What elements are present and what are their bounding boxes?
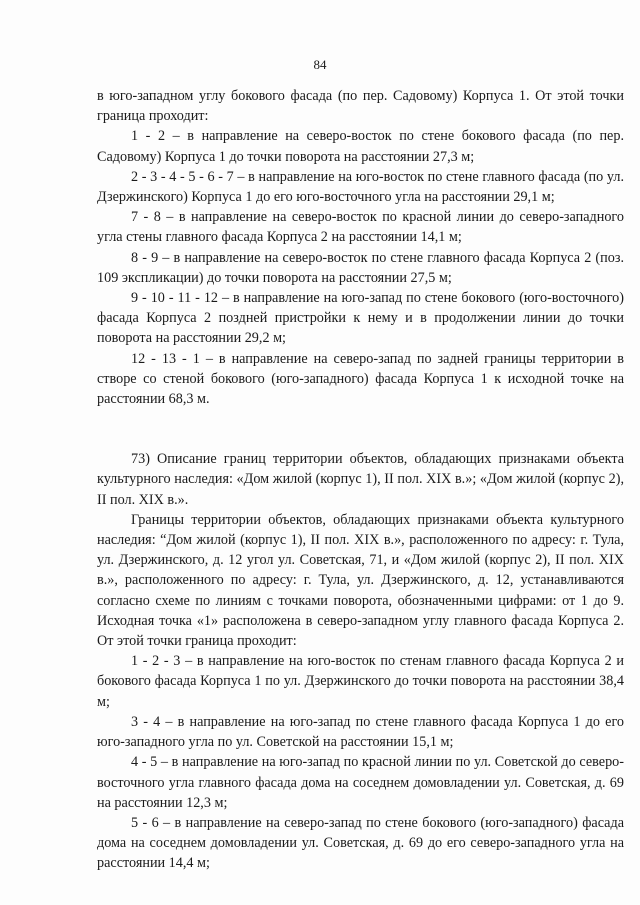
paragraph: 7 - 8 – в направление на северо-восток по красной линии до северо-западного угла стены главного фасада Корпуса 2 на расстоянии 14,1 м;: [97, 209, 624, 246]
paragraph: 9 - 10 - 11 - 12 – в направление на юго-запад по стене бокового (юго-восточного) фасада Корпуса 2 поздней пристройки к нему и в продолжении линии до точки поворота на расстоянии 29,2 м;: [97, 290, 624, 347]
paragraph: Границы территории объектов, обладающих признаками объекта культурного наследия: “Дом жилой (корпус 1), II пол. XIX в.», расположенного по адресу: г. Тула, ул. Дзержинского, д. 12 угол ул. Советская, 71, и «Дом жилой (корпус 2), II пол. XIX в.», расположенного по адресу: г. Тула, ул. Дзержинского, д. 12, устанавливаются согласно схеме по линиям с точками поворота, обозначенными цифрами: от 1 до 9. Исходная точка «1» расположена в северо-западном углу главного фасада Корпуса 2. От этой точки граница проходит:: [97, 511, 624, 650]
paragraph: 1 - 2 – в направление на северо-восток по стене бокового фасада (по пер. Садовому) Корпуса 1 до точки поворота на расстоянии 27,3 м;: [97, 128, 624, 165]
document-body: [97, 86, 624, 874]
paragraph: 1 - 2 - 3 – в направление на юго-восток по стенам главного фасада Корпуса 2 и бокового фасада Корпуса 1 по ул. Дзержинского до точки поворота на расстоянии 38,4 м;: [97, 653, 624, 710]
paragraph: 5 - 6 – в направление на северо-запад по стене бокового (юго-западного) фасада дома на соседнем домовладении ул. Советская, д. 69 до его северо-западного угла на расстоянии 14,4 м;: [97, 814, 624, 872]
paragraph: 12 - 13 - 1 – в направление на северо-запад по задней границы территории в створе со стеной бокового (юго-западного) фасада Корпуса 1 к исходной точке на расстоянии 68,3 м.: [97, 350, 624, 408]
paragraph: 3 - 4 – в направление на юго-запад по стене главного фасада Корпуса 1 до его юго-западного угла по ул. Советской на расстоянии 15,1 м;: [97, 713, 624, 751]
paragraph: 2 - 3 - 4 - 5 - 6 - 7 – в направление на юго-восток по стене главного фасада (по ул. Дзержинского) Корпуса 1 до его юго-восточного угла на расстоянии 29,1 м;: [97, 168, 624, 206]
paragraph: в юго-западном углу бокового фасада (по пер. Садовому) Корпуса 1. От этой точки граница проходит:: [97, 88, 624, 125]
paragraph: 4 - 5 – в направление на юго-запад по красной линии по ул. Советской до северо-восточного угла главного фасада дома на соседнем домовладении ул. Советская, д. 69 на расстоянии 12,3 м;: [97, 754, 624, 811]
section-heading: 73) Описание границ территории объектов, обладающих признаками объекта культурного наследия: «Дом жилой (корпус 1), II пол. XIX в.»; «Дом жилой (корпус 2), II пол. XIX в.».: [97, 451, 624, 508]
paragraph: 8 - 9 – в направление на северо-восток по стене главного фасада Корпуса 2 (поз. 109 экспликации) до точки поворота на расстоянии 27,5 м;: [97, 249, 624, 286]
page-number: 84: [313, 57, 327, 72]
